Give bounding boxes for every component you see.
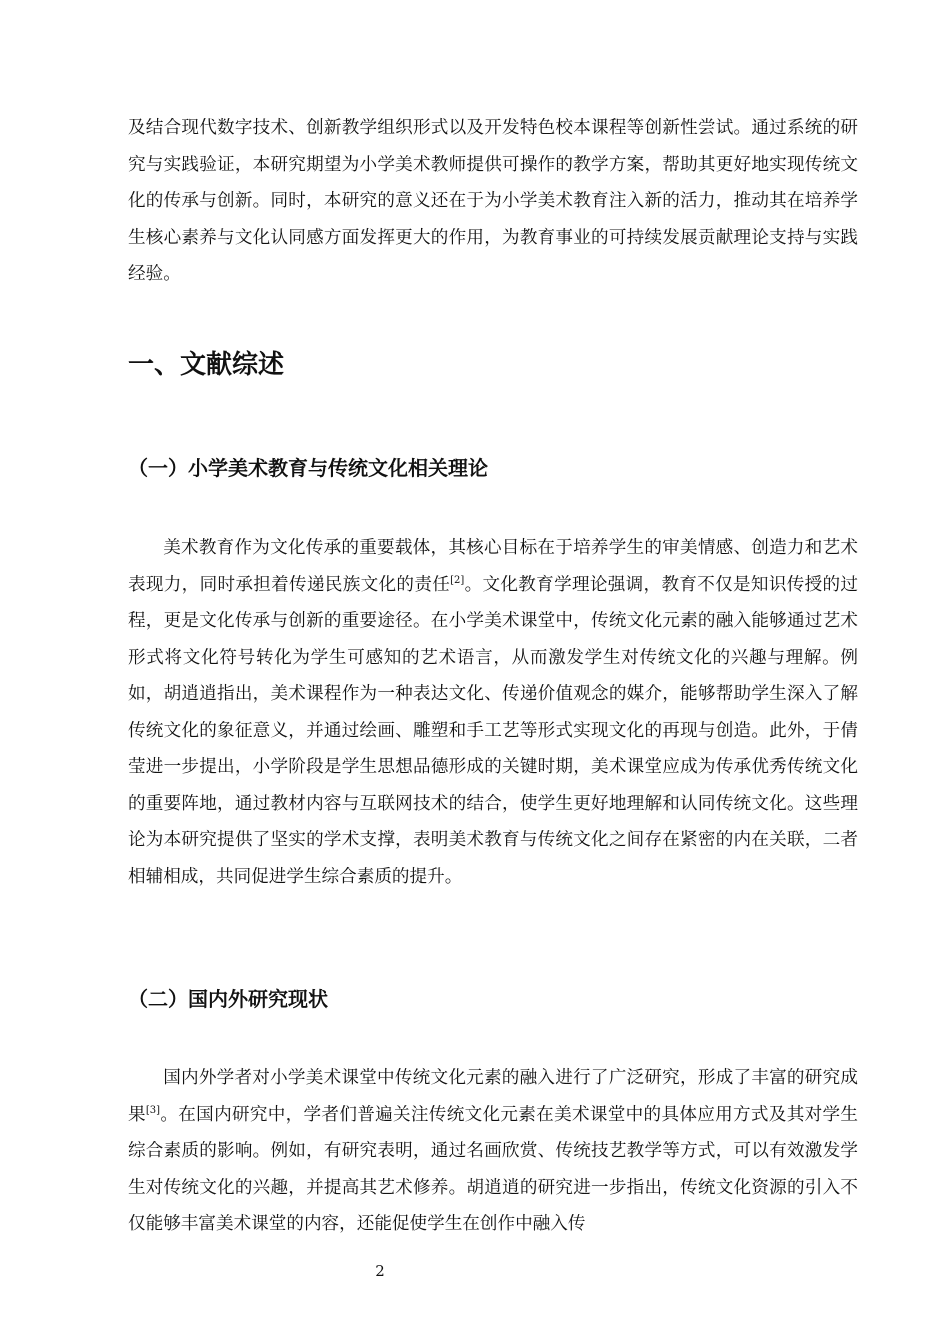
subsection-title-theory: （一）小学美术教育与传统文化相关理论 xyxy=(128,456,488,480)
theory-paragraph-part1: 美术教育作为文化传承的重要载体，其核心目标在于培养学生的审美情感、创造力和艺术表现力，同时承担着传递民族文化的责任 xyxy=(128,538,858,595)
subsection-title-research-status: （二）国内外研究现状 xyxy=(128,987,328,1011)
research-status-paragraph-part2: 。在国内研究中，学者们普遍关注传统文化元素在美术课堂中的具体应用方式及其对学生综合素质的影响。例如，有研究表明，通过名画欣赏、传统技艺教学等方式，可以有效激发学生对传统文化的兴趣，并提高其艺术修养。胡逍逍的研究进一步指出，传统文化资源的引入不仅能够丰富美术课堂的内容，还能促使学生在创作中融入传 xyxy=(128,1104,858,1234)
research-status-paragraph-part1: 国内外学者对小学美术课堂中传统文化元素的融入进行了广泛研究，形成了丰富的研究成果 xyxy=(128,1068,858,1125)
intro-paragraph: 及结合现代数字技术、创新教学组织形式以及开发特色校本课程等创新性尝试。通过系统的研究与实践验证，本研究期望为小学美术教师提供可操作的教学方案，帮助其更好地实现传统文化的传承与创新。同时，本研究的意义还在于为小学美术教育注入新的活力，推动其在培养学生核心素养与文化认同感方面发挥更大的作用，为教育事业的可持续发展贡献理论支持与实践经验。 xyxy=(128,118,858,284)
theory-paragraph xyxy=(128,530,858,895)
citation-marker: [3] xyxy=(145,1104,161,1116)
citation-marker: [2] xyxy=(450,574,465,586)
research-status-paragraph xyxy=(128,1060,858,1243)
page-number: 2 xyxy=(375,1262,385,1280)
section-title-literature-review: 一、文献综述 xyxy=(128,350,285,380)
theory-paragraph-part2: 。文化教育学理论强调，教育不仅是知识传授的过程，更是文化传承与创新的重要途径。在小学美术课堂中，传统文化元素的融入能够通过艺术形式将文化符号转化为学生可感知的艺术语言，从而激发学生对传统文化的兴趣与理解。例如，胡逍逍指出，美术课程作为一种表达文化、传递价值观念的媒介，能够帮助学生深入了解传统文化的象征意义，并通过绘画、雕塑和手工艺等形式实现文化的再现与创造。此外，于倩莹进一步提出，小学阶段是学生思想品德形成的关键时期，美术课堂应成为传承优秀传统文化的重要阵地，通过教材内容与互联网技术的结合，使学生更好地理解和认同传统文化。这些理论为本研究提供了坚实的学术支撑，表明美术教育与传统文化之间存在紧密的内在关联，二者相辅相成，共同促进学生综合素质的提升。 xyxy=(128,574,858,887)
